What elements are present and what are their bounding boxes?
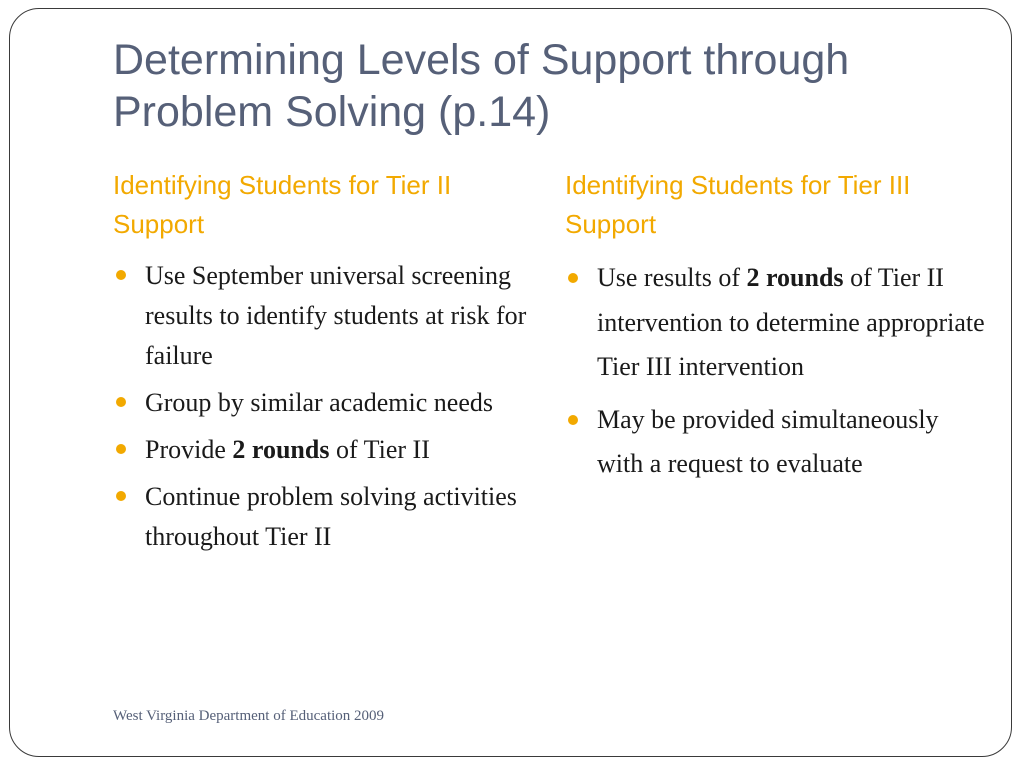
bullet-text: Use September universal screening results to identify students at risk for failure <box>145 261 527 370</box>
bullet-item <box>113 430 533 470</box>
bullet-dot-icon <box>116 270 126 280</box>
bullet-dot-icon <box>116 491 126 501</box>
bullet-item <box>113 477 533 557</box>
bullet-item <box>565 398 985 487</box>
bullet-dot-icon <box>116 444 126 454</box>
bullet-text-pre: Use results of <box>597 263 747 292</box>
tier-ii-heading: Identifying Students for Tier II Support <box>113 170 452 239</box>
bullet-text-bold: 2 rounds <box>746 263 844 292</box>
tier-ii-bullet-list <box>113 256 533 564</box>
bullet-text-pre: Provide <box>145 435 233 464</box>
bullet-text: Group by similar academic needs <box>145 388 493 417</box>
bullet-item <box>113 256 533 376</box>
slide-title: Determining Levels of Support through Problem Solving (p.14) <box>113 36 850 136</box>
bullet-item <box>565 256 985 390</box>
bullet-text: May be provided simultaneously with a request to evaluate <box>597 404 939 478</box>
tier-iii-heading: Identifying Students for Tier III Support <box>565 170 911 239</box>
bullet-dot-icon <box>568 273 578 283</box>
bullet-text-post: of Tier II <box>329 435 430 464</box>
slide-footer: West Virginia Department of Education 2009 <box>113 708 385 724</box>
tier-iii-bullet-list <box>565 256 985 495</box>
bullet-dot-icon <box>116 397 126 407</box>
bullet-text-bold: 2 rounds <box>232 435 330 464</box>
bullet-text-post: of Tier II intervention to determine appropriate Tier III intervention <box>597 263 985 381</box>
bullet-dot-icon <box>568 415 578 425</box>
bullet-text: Continue problem solving activities throughout Tier II <box>145 482 517 551</box>
bullet-item <box>113 383 533 423</box>
